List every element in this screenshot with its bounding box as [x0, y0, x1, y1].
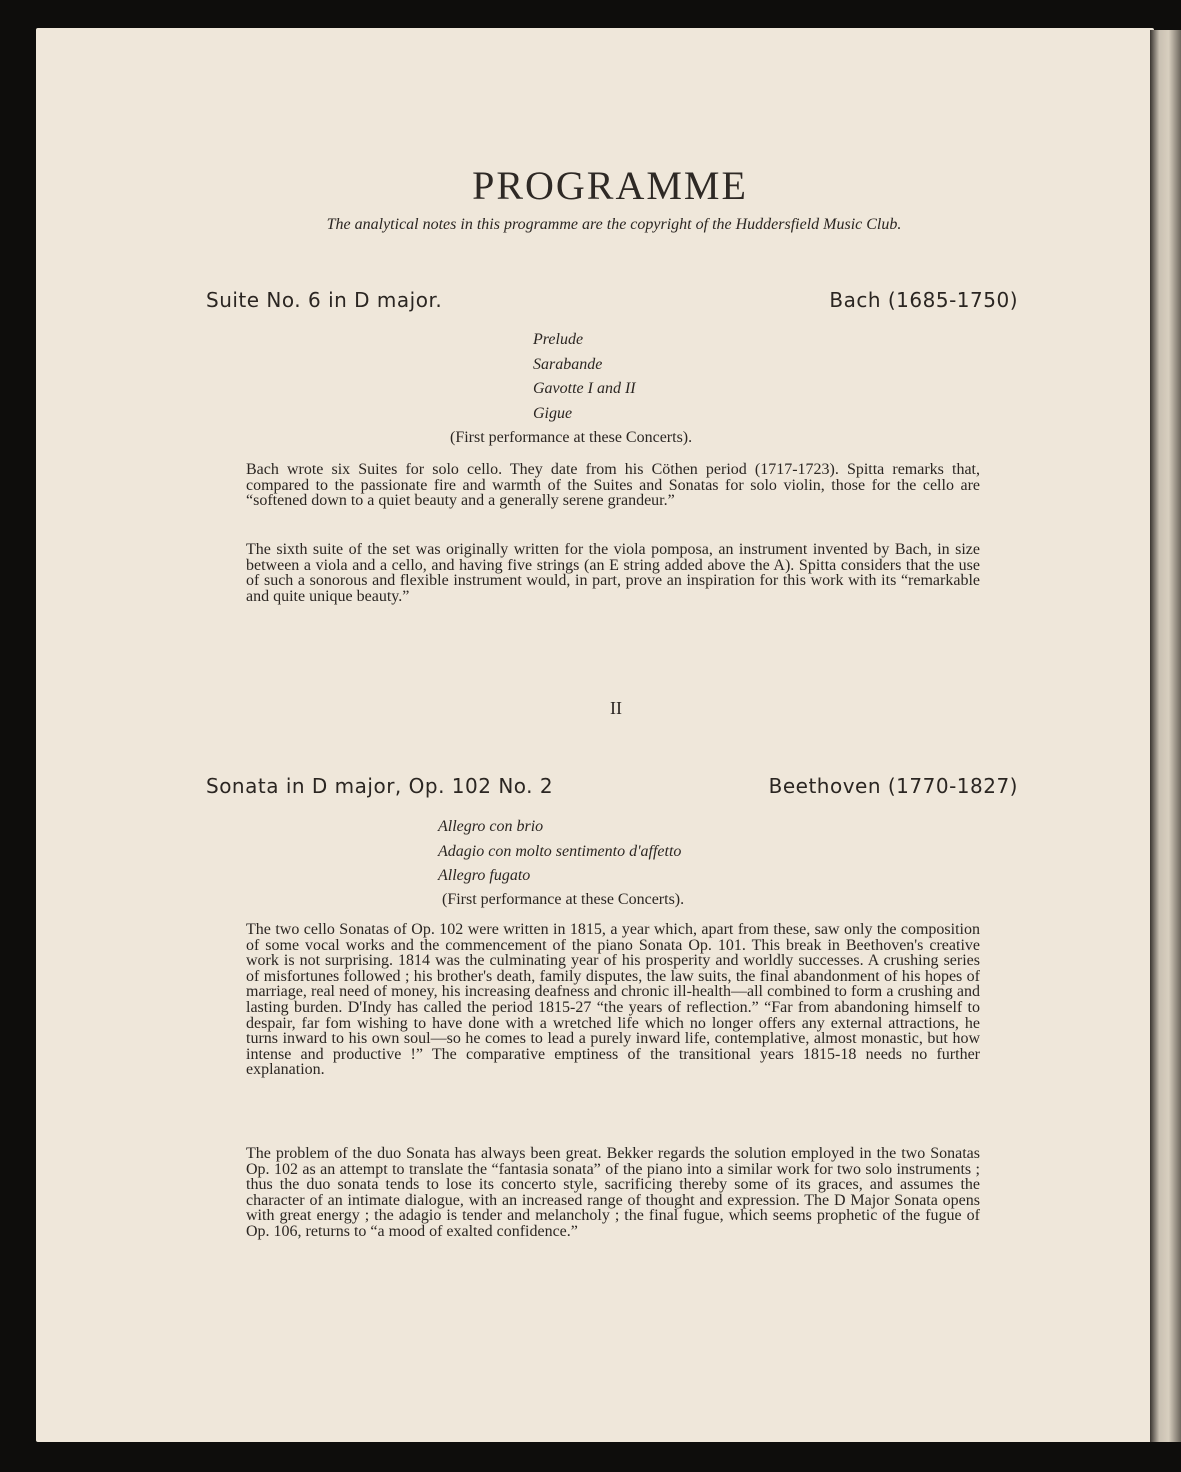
work-heading-bach [206, 288, 1018, 312]
work-heading-beethoven [206, 774, 1018, 798]
copyright-note: The analytical notes in this programme are the copyright of the Huddersfield Music Club. [326, 216, 902, 233]
movement-item: Sarabande [533, 355, 603, 373]
analytical-paragraph: Bach wrote six Suites for solo cello. They date from his Cöthen period (1717-1723). Spitta remarks that, compared to the passionate fire and warmth of the Suites and Sonatas for solo violin, those for the cello are “softened down to a quiet beauty and a generally serene grandeur.” [246, 461, 980, 510]
analytical-paragraph: The sixth suite of the set was originally written for the viola pomposa, an instrument invented by Bach, in size between a viola and a cello, and having five strings (an E string added above the A). Spitta considers that the use of such a sonorous and flexible instrument would, in part, prove an inspiration for this work with its “remarkable and quite unique beauty.” [246, 541, 980, 605]
section-number: II [610, 698, 622, 718]
work-title: Sonata in D major, Op. 102 No. 2 [206, 774, 554, 798]
movement-item: Prelude [533, 331, 584, 348]
page-title: PROGRAMME [472, 163, 748, 208]
performance-note: (First performance at these Concerts). [450, 429, 693, 446]
movement-item: Allegro fugato [438, 867, 531, 884]
work-composer: Beethoven (1770-1827) [768, 774, 1018, 798]
movement-item: Allegro con brio [438, 818, 544, 835]
movement-item: Gavotte I and II [533, 380, 636, 397]
page-edge [1150, 30, 1181, 1442]
movement-item: Gigue [533, 404, 573, 422]
movement-item: Adagio con molto sentimento d'affetto [438, 842, 682, 860]
analytical-paragraph: The two cello Sonatas of Op. 102 were written in 1815, a year which, apart from these, saw only the composition of some vocal works and the commencement of the piano Sonata Op. 101. This break in Beethoven's creative work is not surprising. 1814 was the culminating year of his prosperity and worldly successes. A crushing series of misfortunes followed ; his brother's death, family disputes, the law suits, the final abandonment of his hopes of marriage, real need of money, his increasing deafness and chronic ill-health—all combined to form a crushing and lasting burden. D'Indy has called the period 1815-27 “the years of reflection.” “Far from abandoning himself to despair, far fom wishing to have done with a wretched life which no longer offers any external attractions, he turns inward to his own soul—so he comes to lead a purely inward life, contemplative, almost monastic, but how intense and productive !” The comparative emptiness of the transitional years 1815-18 needs no further explanation. [246, 921, 980, 1079]
analytical-paragraph: The problem of the duo Sonata has always been great. Bekker regards the solution employed in the two Sonatas Op. 102 as an attempt to translate the “fantasia sonata” of the piano into a similar work for two solo instruments ; thus the duo sonata tends to lose its concerto style, sacrificing thereby some of its graces, and assumes the character of an intimate dialogue, with an increased range of thought and expression. The D Major Sonata opens with great energy ; the adagio is tender and melancholy ; the final fugue, which seems prophetic of the fugue of Op. 106, returns to “a mood of exalted confidence.” [246, 1145, 980, 1240]
movement-list [438, 815, 681, 889]
performance-note: (First performance at these Concerts). [442, 891, 685, 908]
work-composer: Bach (1685-1750) [829, 288, 1018, 312]
work-title: Suite No. 6 in D major. [206, 288, 443, 312]
movement-list [533, 328, 636, 426]
